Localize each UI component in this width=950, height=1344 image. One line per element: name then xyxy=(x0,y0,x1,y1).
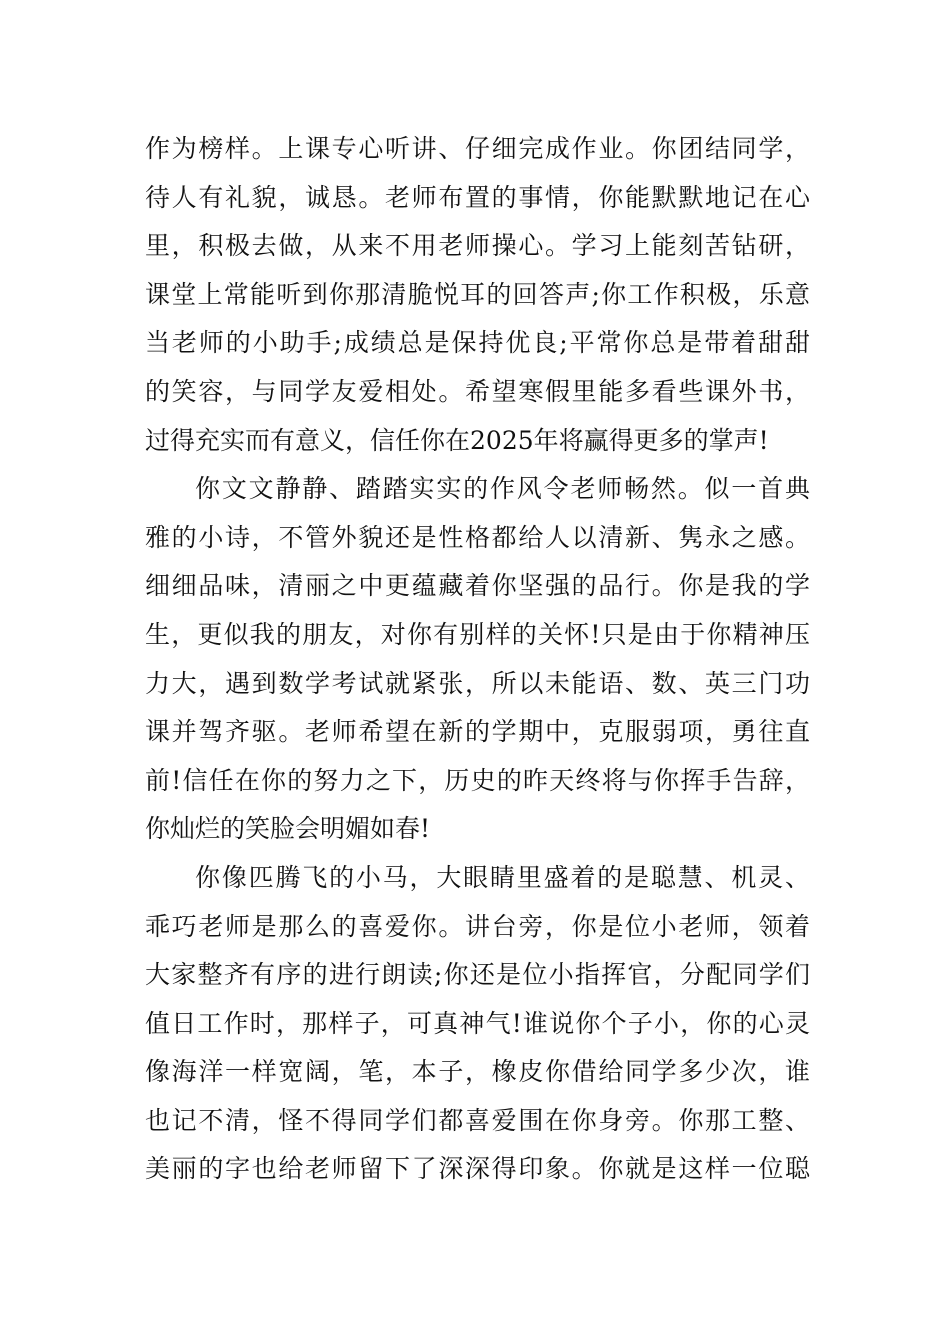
text-line: 美丽的字也给老师留下了深深得印象。你就是这样一位聪 xyxy=(145,1154,810,1184)
text-line: 细细品味，清丽之中更蕴藏着你坚强的品行。你是我的学 xyxy=(145,571,810,601)
document-body xyxy=(145,125,810,1194)
text-line: 雅的小诗，不管外貌还是性格都给人以清新、隽永之感。 xyxy=(145,522,810,552)
text-line: 也记不清，怪不得同学们都喜爱围在你身旁。你那工整、 xyxy=(145,1105,810,1135)
text-line: 力大，遇到数学考试就紧张，所以未能语、数、英三门功 xyxy=(145,668,810,698)
text-line: 当老师的小助手;成绩总是保持优良;平常你总是带着甜甜 xyxy=(145,328,810,358)
text-line: 课堂上常能听到你那清脆悦耳的回答声;你工作积极，乐意 xyxy=(145,279,810,309)
text-line: 过得充实而有意义，信任你在2025年将赢得更多的掌声! xyxy=(145,425,769,455)
text-line: 课并驾齐驱。老师希望在新的学期中，克服弱项，勇往直 xyxy=(145,717,810,747)
paragraph-2 xyxy=(145,465,810,854)
text-line: 像海洋一样宽阔，笔，本子，橡皮你借给同学多少次，谁 xyxy=(145,1057,810,1087)
text-line: 里，积极去做，从来不用老师操心。学习上能刻苦钻研， xyxy=(145,231,810,261)
text-line: 待人有礼貌，诚恳。老师布置的事情，你能默默地记在心 xyxy=(145,182,810,212)
text-line: 你像匹腾飞的小马，大眼睛里盛着的是聪慧、机灵、 xyxy=(195,862,810,892)
text-line: 乖巧老师是那么的喜爱你。讲台旁，你是位小老师，领着 xyxy=(145,911,810,941)
text-line: 作为榜样。上课专心听讲、仔细完成作业。你团结同学， xyxy=(145,134,810,163)
text-line: 你文文静静、踏踏实实的作风令老师畅然。似一首典 xyxy=(195,474,810,504)
paragraph-1 xyxy=(145,125,810,465)
text-line: 前!信任在你的努力之下，历史的昨天终将与你挥手告辞， xyxy=(145,765,810,795)
paragraph-3 xyxy=(145,854,810,1194)
text-line: 大家整齐有序的进行朗读;你还是位小指挥官，分配同学们 xyxy=(145,960,810,990)
text-line: 你灿烂的笑脸会明媚如春! xyxy=(145,814,431,844)
text-line: 生，更似我的朋友，对你有别样的关怀!只是由于你精神压 xyxy=(145,619,810,649)
text-line: 值日工作时，那样子，可真神气!谁说你个子小，你的心灵 xyxy=(145,1008,810,1038)
text-line: 的笑容，与同学友爱相处。希望寒假里能多看些课外书， xyxy=(145,376,810,406)
